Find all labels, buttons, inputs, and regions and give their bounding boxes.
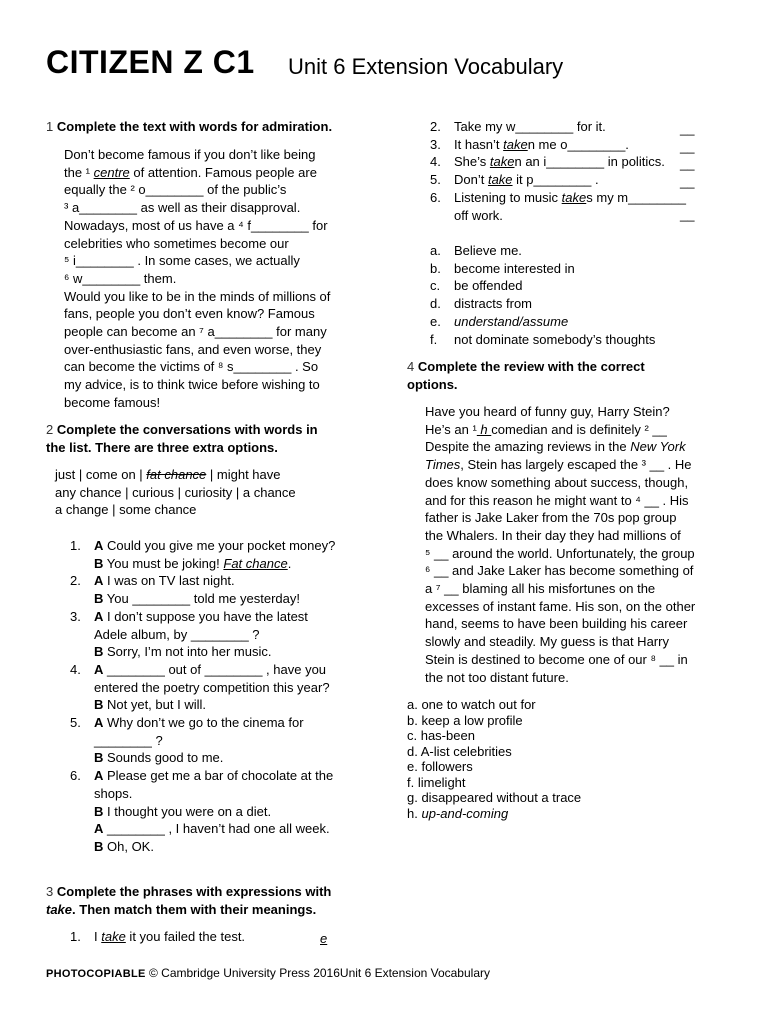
ex1-line-frag: ³ a________ as well as their disapproval. <box>64 200 301 216</box>
ex3-item-frag: take <box>487 172 513 188</box>
ex2-dialogue-frag: You ________ told me yesterday! <box>103 591 300 607</box>
ex2-dialogue-line <box>94 820 370 838</box>
ex4-line-frag: and for this reason he might want to ⁴ __ . His <box>425 492 689 508</box>
ex3-item-body <box>430 153 720 171</box>
ex1-line-frag: can become the victims of ⁸ s________ . So <box>64 359 319 375</box>
ex4-line-frag: hand, seems to have been building his career <box>425 616 688 632</box>
ex3-item-frag: I <box>94 929 102 944</box>
ex2-word-frag: any chance | curious | curiosity | a chance <box>55 484 296 500</box>
footer-photocopiable: PHOTOCOPIABLE <box>46 968 146 980</box>
ex1-line <box>64 270 364 288</box>
ex3-meaning-letter: b. <box>430 260 441 276</box>
ex4-line <box>425 474 735 492</box>
footer-copyright: © Cambridge University Press 2016Unit 6 Extension Vocabulary <box>145 966 490 980</box>
ex4-line <box>425 403 735 421</box>
ex2-item-body <box>70 608 370 661</box>
ex2-dialogue-frag: I thought you were on a diet. <box>103 803 272 819</box>
ex4-line <box>425 492 735 510</box>
ex2-instruction-line-1: Complete the conversations with words in <box>56 422 318 437</box>
ex1-line-frag: fans, people you don’t even know? Famous <box>64 306 315 322</box>
ex2-dialogue-line <box>94 696 370 714</box>
ex3-item-text-cont: off work. <box>454 207 503 223</box>
ex1-line-frag: become famous! <box>64 394 161 410</box>
ex2-item-body <box>70 767 370 856</box>
ex3-answer: __ <box>680 138 695 154</box>
ex2-dialogue-frag: ________ ? <box>94 732 163 748</box>
speaker-label: A <box>94 573 104 589</box>
ex3-item-frag: It hasn’t <box>454 136 504 152</box>
ex2-dialogue-line <box>94 555 370 573</box>
ex2-dialogue-frag: ________ out of ________ , have you <box>103 661 327 677</box>
ex2-dialogue-frag: shops. <box>94 785 133 801</box>
ex3-items-col1 <box>70 928 370 946</box>
ex4-line-frag: does know something about success, though, <box>425 474 689 490</box>
ex1-line-frag: Would you like to be in the minds of millions of <box>64 288 331 304</box>
ex1-heading <box>46 118 332 136</box>
ex2-dialogue-frag: I don’t suppose you have the latest <box>103 608 308 624</box>
ex2-item-body <box>70 661 370 714</box>
ex2-dialogue-frag: ________ , I haven’t had one all week. <box>103 821 330 837</box>
ex4-number: 4 <box>407 359 415 374</box>
ex4-instruction-line-2: options. <box>407 377 458 392</box>
speaker-label: A <box>94 821 104 837</box>
ex3-item <box>430 118 720 136</box>
ex3-answer: __ <box>680 206 695 222</box>
ex2-dialogue-frag: Oh, OK. <box>103 838 154 854</box>
speaker-label: B <box>94 644 104 660</box>
ex3-meaning-text: be offended <box>454 278 523 294</box>
ex3-item-body <box>430 171 720 189</box>
ex3-meaning-text: distracts from <box>454 296 533 312</box>
ex1-line <box>64 181 364 199</box>
speaker-label: B <box>94 838 104 854</box>
ex3-meaning <box>430 242 720 260</box>
ex3-item-frag: take <box>489 154 515 170</box>
ex2-dialogue-line <box>94 608 370 626</box>
ex2-item-body <box>70 714 370 767</box>
ex4-line <box>425 509 735 527</box>
ex1-line <box>64 358 364 376</box>
ex2-item-number: 5. <box>70 715 81 731</box>
ex2-word-frag: fat chance <box>146 467 207 482</box>
ex1-line-frag: ⁶ w________ them. <box>64 270 177 286</box>
ex3-item-body <box>430 118 720 136</box>
ex3-meaning <box>430 260 720 278</box>
ex3-item <box>430 153 720 171</box>
ex2-item <box>70 608 370 661</box>
ex4-line-frag: Have you heard of funny guy, Harry Stein? <box>425 404 670 419</box>
ex3-item-number: 6. <box>430 189 441 205</box>
ex3-meaning-text: become interested in <box>454 260 575 276</box>
ex3-answer: __ <box>680 121 695 136</box>
ex1-line <box>64 252 364 270</box>
ex3-item-frag: n me o________. <box>527 136 629 152</box>
ex4-line <box>425 633 735 651</box>
ex2-dialogue-frag: Sorry, I’m not into her music. <box>103 644 272 660</box>
ex2-dialogue-line <box>94 803 370 821</box>
ex4-line <box>425 527 735 545</box>
speaker-label: A <box>94 608 104 624</box>
ex3-meaning <box>430 313 720 331</box>
ex4-option: e. followers <box>407 759 473 774</box>
ex1-line <box>64 146 364 164</box>
ex1-text <box>64 146 364 412</box>
ex4-line <box>425 421 735 439</box>
ex4-option: d. A-list celebrities <box>407 743 512 759</box>
ex2-dialogue-line <box>94 643 370 661</box>
ex2-word-frag: just | come on | <box>55 467 147 482</box>
ex3-meaning <box>430 277 720 295</box>
speaker-label: A <box>94 715 104 731</box>
ex4-options <box>407 697 727 821</box>
ex4-line-frag: excesses of instant fame. His son, on the other <box>425 598 696 614</box>
ex3-item-frag: take <box>561 189 587 205</box>
ex3-item-frag: Don’t <box>454 172 488 188</box>
ex1-line <box>64 376 364 394</box>
ex4-line-frag: the Whalers. In their day they had millions of <box>425 527 681 543</box>
ex4-option: g. disappeared without a trace <box>407 790 582 805</box>
ex2-dialogue-frag: I was on TV last night. <box>103 573 235 589</box>
ex1-number: 1 <box>46 119 54 134</box>
ex1-line <box>64 341 364 359</box>
ex3-item-frag: take <box>503 136 528 152</box>
ex2-dialogue-frag: Fat chance <box>223 555 288 571</box>
ex4-text <box>425 403 735 686</box>
ex4-option: f. limelight <box>407 774 466 790</box>
ex2-dialogue-frag: You must be joking! <box>103 555 224 571</box>
ex4-line-frag: the not too distant future. <box>425 669 569 685</box>
ex4-line-frag: New York <box>630 439 686 455</box>
speaker-label: B <box>94 555 104 571</box>
ex2-item <box>70 661 370 714</box>
ex2-dialogue-line <box>94 537 370 555</box>
ex3-item-number: 2. <box>430 119 441 134</box>
ex4-line-frag: Stein is destined to become one of our ⁸ __ in <box>425 651 688 667</box>
ex4-option-frag: h. <box>407 805 422 821</box>
ex3-item-number: 4. <box>430 154 441 170</box>
ex3-meaning-letter: f. <box>430 331 438 347</box>
ex1-line <box>64 199 364 217</box>
ex4-line-frag: He’s an ¹ <box>425 421 477 437</box>
ex4-line <box>425 456 735 474</box>
ex3-meaning <box>430 295 720 313</box>
ex3-meaning-text: understand/assume <box>454 313 569 329</box>
ex4-line <box>425 562 735 580</box>
ex3-meaning-letter: c. <box>430 278 441 294</box>
ex3-items-col2 <box>430 118 720 224</box>
ex1-line-frag: people can become an ⁷ a________ for many <box>64 324 327 340</box>
ex1-line-frag: ⁵ i________ . In some cases, we actually <box>64 253 300 269</box>
ex4-line-frag: , Stein has largely escaped the ³ __ . He <box>460 457 692 473</box>
ex4-line-frag: h <box>476 421 492 437</box>
ex4-line-frag: father is Jake Laker from the 70s pop group <box>425 510 677 526</box>
ex2-dialogue-line <box>94 590 370 608</box>
ex3-item-frag: Take my w________ for it. <box>454 119 606 134</box>
ex4-heading <box>407 358 727 394</box>
ex2-wordlist-line <box>55 484 296 502</box>
ex2-item <box>70 537 370 572</box>
ex3-item-text <box>454 189 720 207</box>
ex2-dialogue-frag: . <box>287 555 292 571</box>
ex4-option: b. keep a low profile <box>407 712 523 728</box>
ex2-dialogue-frag: Could you give me your pocket money? <box>103 538 336 553</box>
ex3-item <box>430 189 720 224</box>
ex2-item <box>70 572 370 607</box>
ex1-line <box>64 288 364 306</box>
ex1-line <box>64 217 364 235</box>
ex3-instruction-line-1: Complete the phrases with expressions with <box>56 884 332 899</box>
ex4-line <box>425 545 735 563</box>
ex1-line-frag: centre <box>93 164 130 180</box>
ex1-line <box>64 305 364 323</box>
ex4-line <box>425 580 735 598</box>
ex2-instruction-line-2: the list. There are three extra options. <box>46 440 278 455</box>
ex3-answer: __ <box>680 156 695 172</box>
document-title: CITIZEN Z C1 <box>46 44 255 80</box>
ex1-line-frag: Don’t become famous if you don’t like being <box>64 147 316 162</box>
ex3-meaning-letter: a. <box>430 243 441 258</box>
ex4-line <box>425 438 735 456</box>
ex4-option: a. one to watch out for <box>407 697 536 712</box>
ex3-item-frag: it you failed the test. <box>125 929 246 944</box>
ex3-meanings <box>430 242 720 348</box>
ex3-item-number: 5. <box>430 172 441 188</box>
ex2-item <box>70 767 370 856</box>
ex2-dialogue-line <box>94 661 370 679</box>
ex2-dialogue-line <box>94 732 370 750</box>
ex4-line <box>425 651 735 669</box>
ex4-line-frag: ⁵ __ around the world. Unfortunately, the group <box>425 545 695 561</box>
ex2-dialogue-line <box>94 785 370 803</box>
ex4-line <box>425 598 735 616</box>
ex3-item-frag: Listening to music <box>454 189 562 205</box>
ex4-option: c. has-been <box>407 728 475 743</box>
ex3-item <box>430 171 720 189</box>
ex3-meaning-text: not dominate somebody’s thoughts <box>454 331 656 347</box>
speaker-label: A <box>94 768 104 784</box>
ex1-instruction: Complete the text with words for admiration. <box>56 119 333 134</box>
ex2-heading <box>46 421 366 457</box>
ex3-item-frag: it p________ . <box>512 172 599 188</box>
ex3-item-text <box>94 928 370 946</box>
ex1-line <box>64 164 364 182</box>
ex2-item-number: 1. <box>70 538 81 553</box>
ex4-line <box>425 669 735 687</box>
ex3-item-body <box>430 189 720 224</box>
ex3-meaning <box>430 331 720 349</box>
ex2-item-number: 2. <box>70 573 81 589</box>
ex2-word-frag: | might have <box>206 467 281 482</box>
speaker-label: B <box>94 591 104 607</box>
ex4-option-frag: up-and-coming <box>421 805 509 821</box>
ex3-item-frag: She’s <box>454 154 490 170</box>
ex3-instruction-frag: take <box>46 902 73 917</box>
ex4-line-frag: slowly and steadily. My guess is that Harry <box>425 634 669 650</box>
ex2-dialogue-frag: Adele album, by ________ ? <box>94 626 260 642</box>
ex1-line-frag: of attention. Famous people are <box>129 164 317 180</box>
ex2-wordlist <box>55 466 296 519</box>
ex2-dialogue-frag: Not yet, but I will. <box>103 697 206 713</box>
document-subtitle: Unit 6 Extension Vocabulary <box>288 54 564 79</box>
ex3-item <box>70 928 370 946</box>
ex1-line-frag: equally the ² o________ of the public’s <box>64 182 287 198</box>
ex3-item-frag: n an i________ in politics. <box>514 154 665 170</box>
speaker-label: B <box>94 803 104 819</box>
ex4-line-frag: Times <box>425 457 461 473</box>
ex2-items <box>70 537 370 856</box>
ex1-line-frag: the ¹ <box>64 164 94 180</box>
ex3-answer: e <box>320 931 328 946</box>
ex2-dialogue-frag: Please get me a bar of chocolate at the <box>103 768 334 784</box>
ex2-dialogue-line <box>94 679 370 697</box>
ex2-dialogue-frag: Sounds good to me. <box>103 750 224 766</box>
ex2-dialogue-line <box>94 838 370 856</box>
speaker-label: A <box>94 538 104 553</box>
ex2-dialogue-line <box>94 749 370 767</box>
ex2-dialogue-line <box>94 714 370 732</box>
ex2-dialogue-line <box>94 626 370 644</box>
ex4-line-frag: ⁶ __ and Jake Laker has become something of <box>425 563 694 579</box>
ex2-item-number: 3. <box>70 608 81 624</box>
ex3-meaning-letter: d. <box>430 296 441 312</box>
ex1-line-frag: my advice, is to think twice before wishing to <box>64 377 320 393</box>
ex3-meaning-letter: e. <box>430 313 441 329</box>
ex2-item-body <box>70 572 370 607</box>
ex2-item <box>70 714 370 767</box>
ex3-item-number: 3. <box>430 136 441 152</box>
ex2-dialogue-line <box>94 572 370 590</box>
ex2-wordlist-line <box>55 501 296 519</box>
ex2-dialogue-frag: entered the poetry competition this year? <box>94 679 330 695</box>
ex4-line-frag: Despite the amazing reviews in the <box>425 439 631 455</box>
ex3-instruction-frag: . Then match them with their meanings. <box>72 902 317 917</box>
ex3-answer: __ <box>680 174 695 190</box>
ex2-item-body <box>70 537 370 572</box>
ex3-number: 3 <box>46 884 54 899</box>
ex3-heading <box>46 883 376 919</box>
speaker-label: B <box>94 697 104 713</box>
ex1-line-frag: celebrities who sometimes become our <box>64 235 289 251</box>
ex3-item-frag: s my m________ <box>586 189 686 205</box>
ex4-line-frag: comedian and is definitely ² __ <box>491 421 667 437</box>
ex3-item-body <box>430 136 720 154</box>
ex3-item-number: 1. <box>70 929 81 944</box>
ex4-option <box>407 806 727 822</box>
ex4-instruction-line-1: Complete the review with the correct <box>417 359 645 374</box>
ex1-line-frag: Nowadays, most of us have a ⁴ f________ for <box>64 217 328 233</box>
ex2-number: 2 <box>46 422 54 437</box>
ex1-line-frag: over-enthusiastic fans, and even worse, they <box>64 341 322 357</box>
ex2-item-number: 4. <box>70 661 81 677</box>
speaker-label: B <box>94 750 104 766</box>
ex3-meaning-text: Believe me. <box>454 243 522 258</box>
ex3-instruction-line-2 <box>46 901 376 919</box>
ex2-dialogue-frag: Why don’t we go to the cinema for <box>103 715 304 731</box>
ex3-item <box>430 136 720 154</box>
ex2-dialogue-line <box>94 767 370 785</box>
ex1-line <box>64 394 364 412</box>
ex4-line <box>425 615 735 633</box>
footer <box>46 966 490 980</box>
ex1-line <box>64 235 364 253</box>
ex3-item-frag: take <box>101 929 126 944</box>
speaker-label: A <box>94 661 104 677</box>
ex1-line <box>64 323 364 341</box>
ex2-wordlist-line <box>55 466 296 484</box>
ex4-line-frag: a ⁷ __ blaming all his misfortunes on the <box>425 581 656 597</box>
ex2-word-frag: a change | some chance <box>55 502 197 518</box>
ex2-item-number: 6. <box>70 768 81 784</box>
